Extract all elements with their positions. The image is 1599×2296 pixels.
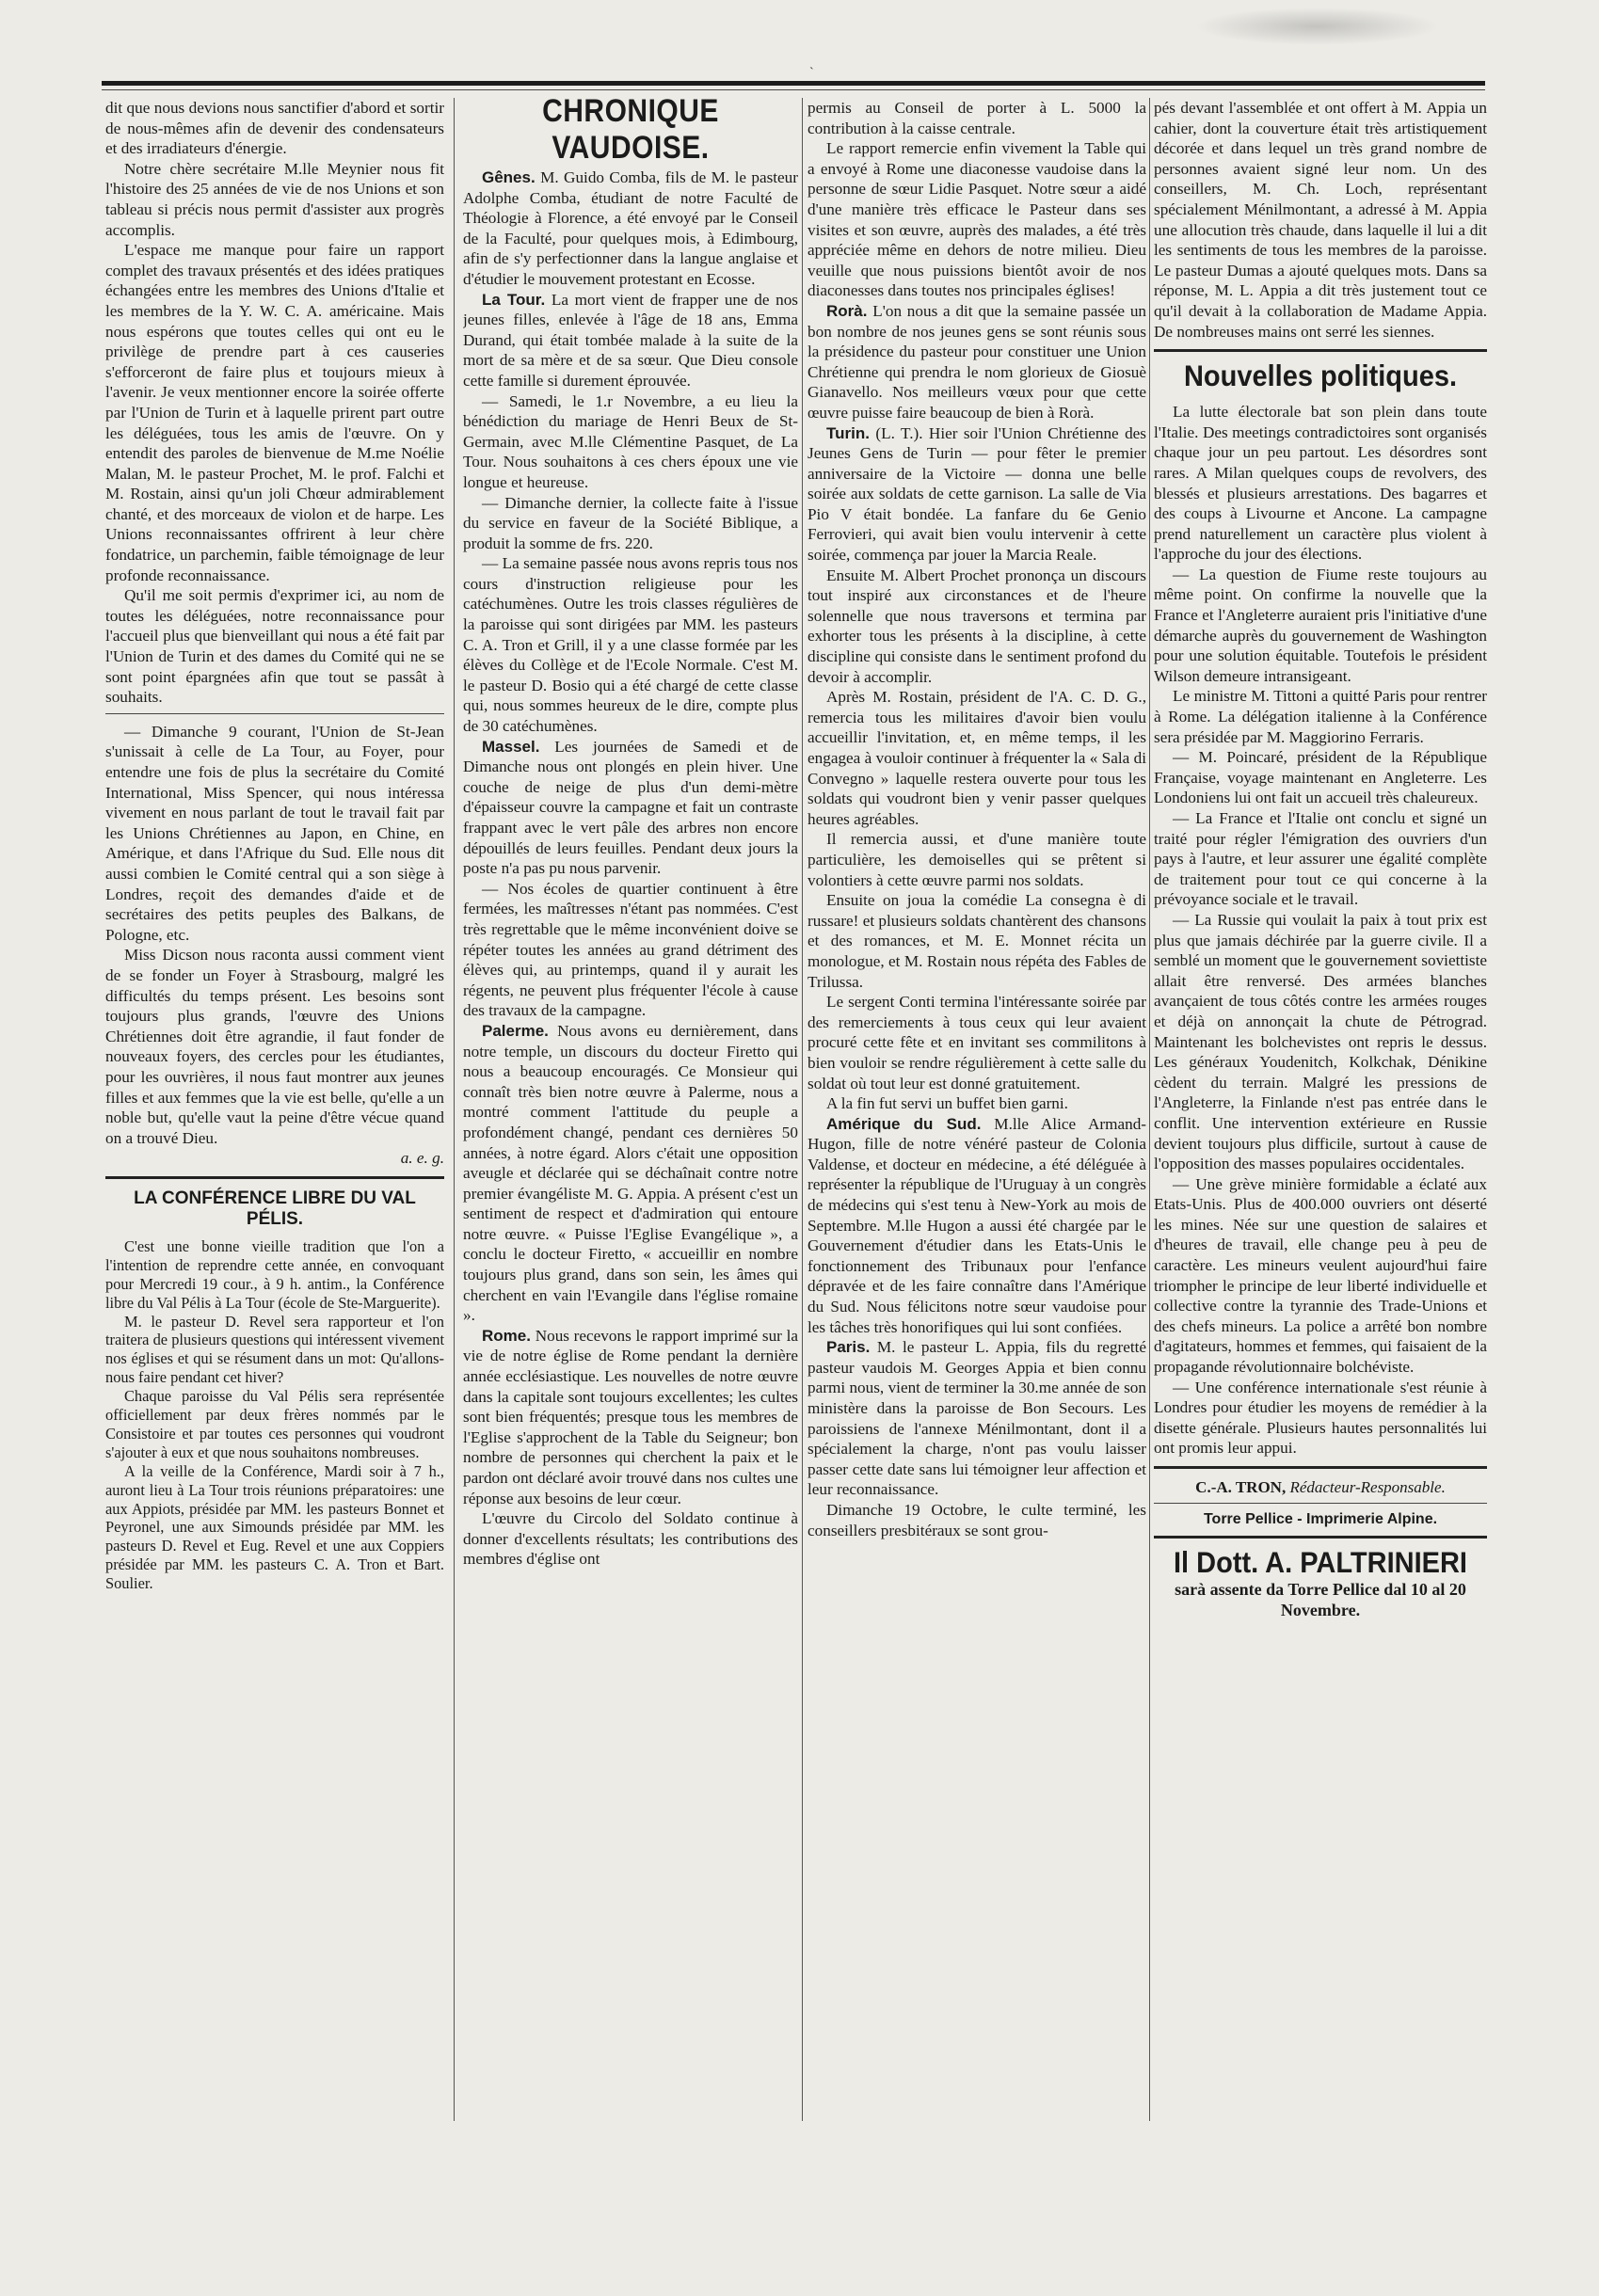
scan-smudge xyxy=(1195,8,1440,45)
chronique-sections-cont xyxy=(807,98,1146,1540)
paragraph: Notre chère secrétaire M.lle Meynier nous fit l'histoire des 25 années de vie de nos Unions et son tableau si précis nous permit d'assister aux progrès accomplis. xyxy=(105,159,444,239)
editor-name: C.-A. TRON, xyxy=(1195,1478,1287,1496)
section-text: Il remercia aussi, et d'une manière toute particulière, les demoiselles qui se prêtent si volontiers à cette œuvre parmi nos soldats. xyxy=(807,830,1146,889)
section-text: Les journées de Samedi et de Dimanche nous ont plongés en plein hiver. Une couche de neige de plus d'un demi-mètre d'épaisseur couvre la campagne et fait un contraste frappant avec le vert pâle des arbres non encore dépouillés de leurs feuilles. Pendant deux jours la poste n'a pas pu nous parvenir. xyxy=(463,737,798,878)
section-text: Ensuite M. Albert Prochet prononça un discours tout inspiré aux circonstances et de l'heure solennelle que nous traversons et termina par exhorter tous les présents à la discipline, à cette discipline qui consiste dans le sentiment profond du devoir à accomplir. xyxy=(807,566,1146,686)
section-text: Dimanche 19 Octobre, le culte terminé, les conseillers presbitéraux se sont grou- xyxy=(807,1500,1146,1539)
chronique-paragraph xyxy=(463,879,798,1021)
chronique-paragraph xyxy=(807,423,1146,566)
paragraph: dit que nous devions nous sanctifier d'abord et sortir de nous-mêmes afin de devenir des condensateurs et des irradiateurs d'énergie. xyxy=(105,99,444,158)
paragraph: M. le pasteur D. Revel sera rapporteur et l'on traitera de plusieurs questions qui intéressent vivement nos églises et qui se résument dans un mot: Qu'allons-nous faire pendant cet hiver? xyxy=(105,1312,444,1387)
paragraph: — M. Poincaré, président de la République Française, voyage maintenant en Angleterre. Les Londoniens lui ont fait un accueil très chaleureux. xyxy=(1154,748,1487,807)
scan-mark: ˋ xyxy=(809,66,814,80)
city-heading: Massel. xyxy=(482,737,540,756)
divider xyxy=(1154,1503,1487,1504)
chronique-paragraph xyxy=(463,391,798,493)
paragraph: Qu'il me soit permis d'exprimer ici, au nom de toutes les déléguées, notre reconnaissance pour l'accueil plus que bienveillant qui nous a été fait par l'Union de Turin et des dames du Comité qui ne se sont point épargnées afin que tout se passât à souhaits. xyxy=(105,586,444,707)
section-text: M. le pasteur L. Appia, fils du regretté pasteur vaudois M. Georges Appia et bien connu parmi nous, vient de terminer la 30.me année de son ministère dans la paroisse de Bon Secours. Les paroissiens de l'annexe Ménilmontant, dont il a spécialement la charge, n'ont pas voulu laisser passer cette date sans lui témoigner leur affection et leur reconnaissance. xyxy=(807,1338,1146,1499)
header-rule xyxy=(102,81,1485,86)
section-rule xyxy=(1154,349,1487,352)
chronique-paragraph xyxy=(807,687,1146,829)
paragraph: — Une grève minière formidable a éclaté aux Etats-Unis. Plus de 400.000 ouvriers ont déserté les mines. Née sur une question de salaires et d'heures de travail, elle change peu à peu de caractère. Les mineurs veulent aujourd'hui faire triompher le principe de leur liberté individuelle et collective contre la tyrannie des Trade-Unions et des chefs mineurs. La police a arrêté bon nombre d'agitateurs, hommes et femmes, qui faisaient de la propagande révolutionnaire bolchéviste. xyxy=(1154,1174,1487,1377)
section-text: — Samedi, le 1.r Novembre, a eu lieu la bénédiction du mariage de Henri Beux de St-Germain, avec M.lle Clémentine Pasquet, de La Tour. Nous souhaitons à ces chers époux une vie longue et heureuse. xyxy=(463,391,798,491)
section-text: Le sergent Conti termina l'intéressante soirée par des remerciements à tous ceux qui leur avaient procuré cette fête et en invitant ses commilitons à bien vouloir se rendre régulièrement à cette salle du soldat où tout leur est donné gratuitement. xyxy=(807,993,1146,1092)
chronique-paragraph xyxy=(807,992,1146,1093)
conference-title: LA CONFÉRENCE LIBRE DU VAL PÉLIS. xyxy=(134,1188,416,1229)
column-1 xyxy=(105,98,444,1593)
column-3 xyxy=(807,98,1146,1540)
section-rule xyxy=(1154,1536,1487,1539)
chronique-paragraph xyxy=(463,290,798,391)
paragraph: C'est une bonne vieille tradition que l'on a l'intention de reprendre cette année, en convoquant pour Mercredi 19 cour., à 9 h. antim., la Conférence libre du Val Pélis à La Tour (école de Ste-Marguerite). xyxy=(105,1236,444,1312)
column-divider-3 xyxy=(1149,98,1150,2121)
paragraph: Chaque paroisse du Val Pélis sera représentée officiellement par deux frères nommés par le Consistoire et par toutes ces personnes qui voudront s'ajouter à eux et que nous souhaitons nombreuses. xyxy=(105,1387,444,1461)
paragraph: Miss Dicson nous raconta aussi comment vient de se fonder un Foyer à Strasbourg, malgré les difficultés du temps présent. Les besoins sont toujours plus grands, l'œuvre des Unions Chrétiennes doit être agrandie, il faut fonder de nouveaux foyers, des cercles pour les étudiantes, pour les ouvrières, il nous faut montrer aux jeunes filles et aux femmes que la vie est belle, qu'elle a un noble but, qu'elle vaut la peine d'être vécue quand on a trouvé Dieu. xyxy=(105,946,444,1147)
section-text: L'on nous a dit que la semaine passée un bon nombre de nos jeunes gens se sont réunis sous la présidence du pasteur pour constituer une Union Chrétienne qui prendra le nom glorieux de Giosuè Gianavello. Nos meilleurs vœux pour que cette œuvre puisse faire beaucoup de bien à Rorà. xyxy=(807,301,1146,422)
chronique-paragraph xyxy=(807,1093,1146,1114)
column-divider-2 xyxy=(802,98,803,2121)
column-divider-1 xyxy=(454,98,455,2121)
editor-role: Rédacteur-Responsable. xyxy=(1289,1478,1446,1496)
section-text: permis au Conseil de porter à L. 5000 la contribution à la caisse centrale. xyxy=(807,99,1146,137)
section-rule xyxy=(105,1176,444,1179)
chronique-paragraph xyxy=(463,167,798,290)
city-heading: Amérique du Sud. xyxy=(826,1114,982,1133)
paragraph: L'espace me manque pour faire un rapport complet des travaux présentés et des idées pratiques échangées entre les membres des Unions d'Italie et les membres de la Y. W. C. A. américaine. Mais nous espérons que toutes celles qui ont eu le privilège de prendre part à ces causeries s'efforceront de faire plus et toujours mieux à l'avenir. Je veux mentionner encore la soirée offerte par l'Union de Turin et à laquelle prirent part outre les déléguées, tous les amis de l'œuvre. On y entendit des paroles de bienvenue de M.me Noélie Malan, M. le pasteur Prochet, M. le prof. Falchi et M. Rostain, ainsi qu'un joli Chœur admirablement chanté, et des morceaux de violon et de harpe. Les Unions reconnaissantes offrirent à leur chère fondatrice, un parchemin, faible témoignage de leur profonde reconnaissance. xyxy=(105,241,444,584)
paragraph: — La France et l'Italie ont conclu et signé un traité pour régler l'émigration des ouvriers d'un pays à l'autre, et leur assurer une égalité complète de traitement pour tout ce qui concerne à la prévoyance sociale et le travail. xyxy=(1154,809,1487,909)
section-text: A la fin fut servi un buffet bien garni. xyxy=(826,1094,1068,1113)
section-text: (L. T.). Hier soir l'Union Chrétienne des Jeunes Gens de Turin — pour fêter le premier anniversaire de la Victoire — donna une belle soirée aux soldats de cette garnison. La salle de Via Pio V était bondée. La fanfare du 6e Genio Ferrovieri, qui avait bien voulu intervenir à cette soirée, commença par jouer la Marcia Reale. xyxy=(807,423,1146,565)
section-text: Après M. Rostain, président de l'A. C. D. G., remercia tous les militaires d'avoir bien voulu accueillir l'invitation, et, en même temps, il les engagea à vouloir continuer à fréquenter la « Sala di Convegno » laquelle restera ouverte pour tous les soldats qui voudront bien y venir passer quelques heures agréables. xyxy=(807,688,1146,828)
city-heading: Paris. xyxy=(826,1338,871,1357)
paragraph: — Dimanche 9 courant, l'Union de St-Jean s'unissait à celle de La Tour, au Foyer, pour entendre une fois de plus la secrétaire du Comité International, Miss Spencer, qui nous intéressa vivement en nous parlant de tout le travail fait par les Unions Chrétiennes au Japon, en Chine, en Amérique, et dans l'Afrique du Sud. Elle nous dit aussi combien le Comité central qui a son siège à Londres, reçoit des demandes d'aide et de secrétaires des petits peuples des Balkans, de Pologne, etc. xyxy=(105,722,444,944)
city-heading: Rome. xyxy=(482,1326,531,1345)
section-text: Nous avons eu dernièrement, dans notre temple, un discours du docteur Firetto qui nous a beaucoup encouragés. Ce Monsieur qui connaît très bien notre œuvre à Palerme, nous a montré comment l'attitude du peuple a profondément changé, pendant ces dernières 50 années, à notre égard. Alors c'était une opposition aveugle et déclarée qui se déchaînait contre notre premier évangéliste M. G. Appia. A présent c'est un sentiment de respect et d'admiration qui entoure notre œuvre. « Puisse l'Eglise Evangélique », a conclu le docteur Firetto, « accueillir en nombre toujours plus grand, dans son sein, les âmes qui cherchent en vain l'Evangile dans l'église romaine ». xyxy=(463,1021,798,1325)
editor-credit xyxy=(1154,1478,1487,1497)
city-heading: Turin. xyxy=(826,423,870,442)
politics-title: Nouvelles politiques. xyxy=(1183,359,1458,393)
chronique-paragraph xyxy=(807,829,1146,890)
city-heading: La Tour. xyxy=(482,290,546,309)
column-2 xyxy=(463,98,798,1570)
chronique-paragraph xyxy=(807,301,1146,423)
chronique-paragraph xyxy=(463,1326,798,1508)
section-text: — Dimanche dernier, la collecte faite à l'issue du service en faveur de la Société Biblique, a produit la somme de frs. 220. xyxy=(463,493,798,552)
paragraph: Le ministre M. Tittoni a quitté Paris pour rentrer à Rome. La délégation italienne à la Conférence sera présidée par M. Maggiorino Ferraris. xyxy=(1154,687,1487,746)
divider xyxy=(105,713,444,714)
chronique-paragraph xyxy=(807,1114,1146,1338)
section-text: Le rapport remercie enfin vivement la Table qui a envoyé à Rome une diaconesse vaudoise dans la personne de sœur Lidie Pasquet. Notre sœur a aidé d'une manière très efficace le Pasteur dans ses visites et son œuvre, auprès des malades, a été très appréciée même en dehors de notre milieu. Dieu veuille que nous puissions bientôt avoir de nos diaconesses dans toutes nos principales églises! xyxy=(807,139,1146,300)
chronique-paragraph xyxy=(463,553,798,736)
section-text: — La semaine passée nous avons repris tous nos cours d'instruction religieuse pour les catéchumènes. Outre les trois classes régulières de la paroisse qui sont dirigées par MM. les pasteurs C. A. Tron et Grill, il y a une classe formée par les élèves du Collège et de l'Ecole Normale. C'est M. le pasteur D. Bosio qui a été chargé de cette classe qui, nous sommes heureux de le dire, compte plus de 30 catéchumènes. xyxy=(463,554,798,736)
section-text: L'œuvre du Circolo del Soldato continue à donner d'excellents résultats; les contributions des membres d'église ont xyxy=(463,1509,798,1569)
header-rule-thin xyxy=(102,89,1485,90)
chronique-paragraph xyxy=(463,1021,798,1326)
doctor-notice: sarà assente da Torre Pellice dal 10 al 20 Novembre. xyxy=(1175,1580,1466,1619)
city-heading: Palerme. xyxy=(482,1021,549,1040)
chronique-paragraph xyxy=(807,566,1146,688)
chronique-title: CHRONIQUE VAUDOISE. xyxy=(542,98,719,166)
chronique-paragraph xyxy=(807,1500,1146,1540)
chronique-paragraph xyxy=(807,138,1146,301)
chronique-paragraph xyxy=(807,890,1146,992)
paragraph: — La question de Fiume reste toujours au même point. On confirme la nouvelle que la France et l'Angleterre auraient pris l'initiative d'une démarche auprès du gouvernement de Washington pour une solution équitable. Toutefois le président Wilson demeure intransigeant. xyxy=(1154,565,1487,685)
signature: a. e. g. xyxy=(400,1149,444,1168)
paragraph: pés devant l'assemblée et ont offert à M. Appia un cahier, dont la couverture était très artistiquement décorée et dans lequel un très grand nombre de personnes avaient signé leur nom. Un des conseillers, M. Ch. Loch, représentant spécialement Ménilmontant, a adressé à M. Appia une allocution très chaude, dans laquelle il lui a dit les sentiments de tous les membres de la paroisse. Le pasteur Dumas a ajouté quelques mots. Dans sa réponse, M. L. Appia a dit très justement tout ce qu'il devait à la collaboration de Madame Appia. De nombreuses mains ont serré les siennes. xyxy=(1154,99,1487,341)
paragraph: La lutte électorale bat son plein dans toute l'Italie. Des meetings contradictoires sont organisés chaque jour un peu partout. Les désordres sont rares. A Milan quelques coups de revolvers, des blessés et plusieurs arrestations. Des bagarres et des coups à Livourne et Ancone. La campagne prend naturellement un caractère plus violent à l'approche du jour des élections. xyxy=(1154,403,1487,564)
chronique-paragraph xyxy=(463,737,798,879)
paragraph: — La Russie qui voulait la paix à tout prix est plus que jamais déchirée par la guerre civile. Il a semblé un moment que le gouvernement soviettiste allait être renversé. Des armées blanches avançaient de tous côtés contre les armées rouges et déjà on annonçait la chute de Pétrograd. Maintenant les bolchevistes ont repris le dessus. Les généraux Youdenitch, Kolkchak, Dénikine cèdent du terrain. Malgré les pressions de l'Angleterre, la Finlande n'est pas entrée dans le conflit. Une intervention extérieure en Russie devient toujours plus difficile, surtout à cause de l'opposition des masses populaires occidentales. xyxy=(1154,910,1487,1173)
section-text: M.lle Alice Armand-Hugon, fille de notre vénéré pasteur de Colonia Valdense, et docteur en médecine, a été déléguée à représenter la république de l'Uruguay à un congrès de médecins qui s'est tenu à New-York au mois de Septembre. M.lle Hugon a aussi été chargée par le Gouvernement d'étudier dans les Etats-Unis le fonctionnement des Tribunaux pour l'enfance dépravée et de les faire connaître dans l'Amérique du Sud. Nous félicitons notre sœur vaudoise pour les tâches très honorifiques qui lui sont confiées. xyxy=(807,1114,1146,1336)
chronique-paragraph xyxy=(463,1508,798,1570)
section-text: — Nos écoles de quartier continuent à être fermées, les maîtresses n'étant pas nommées. C'est très regrettable que le même inconvénient doive se répéter toutes les années au grand détriment des élèves qui, au printemps, quand il y aurait les régents, ne peuvent plus fréquenter l'école à cause des travaux de la campagne. xyxy=(463,879,798,1020)
chronique-paragraph xyxy=(463,493,798,554)
chronique-paragraph xyxy=(807,1337,1146,1500)
column-4 xyxy=(1154,98,1487,1620)
section-text: M. Guido Comba, fils de M. le pasteur Adolphe Comba, étudiant de notre Faculté de Théologie à Florence, a été envoyé par le Conseil de la Faculté, pour quelques mois, à Edimbourg, afin de s'y perfectionner dans la langue anglaise et d'étudier le mouvement protestant en Ecosse. xyxy=(463,168,798,288)
paragraph: A la veille de la Conférence, Mardi soir à 7 h., auront lieu à La Tour trois réunions préparatoires: une aux Appiots, présidée par MM. les pasteurs Bonnet et Peyronel, une aux Simounds présidée par MM. les pasteurs D. Revel et Eug. Revel et une aux Coppiers présidée par MM. les pasteurs C. A. Tron et Bart. Soulier. xyxy=(105,1461,444,1593)
city-heading: Gênes. xyxy=(482,168,536,186)
city-heading: Rorà. xyxy=(826,301,868,320)
section-text: La mort vient de frapper une de nos jeunes filles, enlevée à l'âge de 18 ans, Emma Durand, qui était tombée malade à la suite de la mort de sa mère et de sa sœur. Que Dieu console cette famille si durement éprouvée. xyxy=(463,290,798,390)
chronique-paragraph xyxy=(807,98,1146,138)
chronique-sections xyxy=(463,167,798,1570)
printer-line: Torre Pellice - Imprimerie Alpine. xyxy=(1203,1511,1438,1527)
section-rule xyxy=(1154,1466,1487,1469)
paragraph: — Une conférence internationale s'est réunie à Londres pour étudier les moyens de remédier à la disette générale. Plusieurs hautes personnalités lui ont promis leur appui. xyxy=(1154,1378,1487,1458)
doctor-name: Il Dott. A. PALTRINIERI xyxy=(1174,1546,1467,1580)
section-text: Ensuite on joua la comédie La consegna è di russare! et plusieurs soldats chantèrent des chansons et des romances, et M. E. Monnet récita un monologue, et M. Rostain nous répéta des Fables de Trilussa. xyxy=(807,891,1146,991)
section-text: Nous recevons le rapport imprimé sur la vie de notre église de Rome pendant la dernière année ecclésiastique. Les nouvelles de notre œuvre dans la capitale sont toujours excellentes; les cultes sont bien fréquentés; presque tous les membres de l'Eglise s'approchent de la Table du Seigneur; bon nombre de personnes qui cherchent la paix et le pardon ont déclaré avoir trouvé dans nos cultes une réponse aux besoins de leur cœur. xyxy=(463,1326,798,1507)
